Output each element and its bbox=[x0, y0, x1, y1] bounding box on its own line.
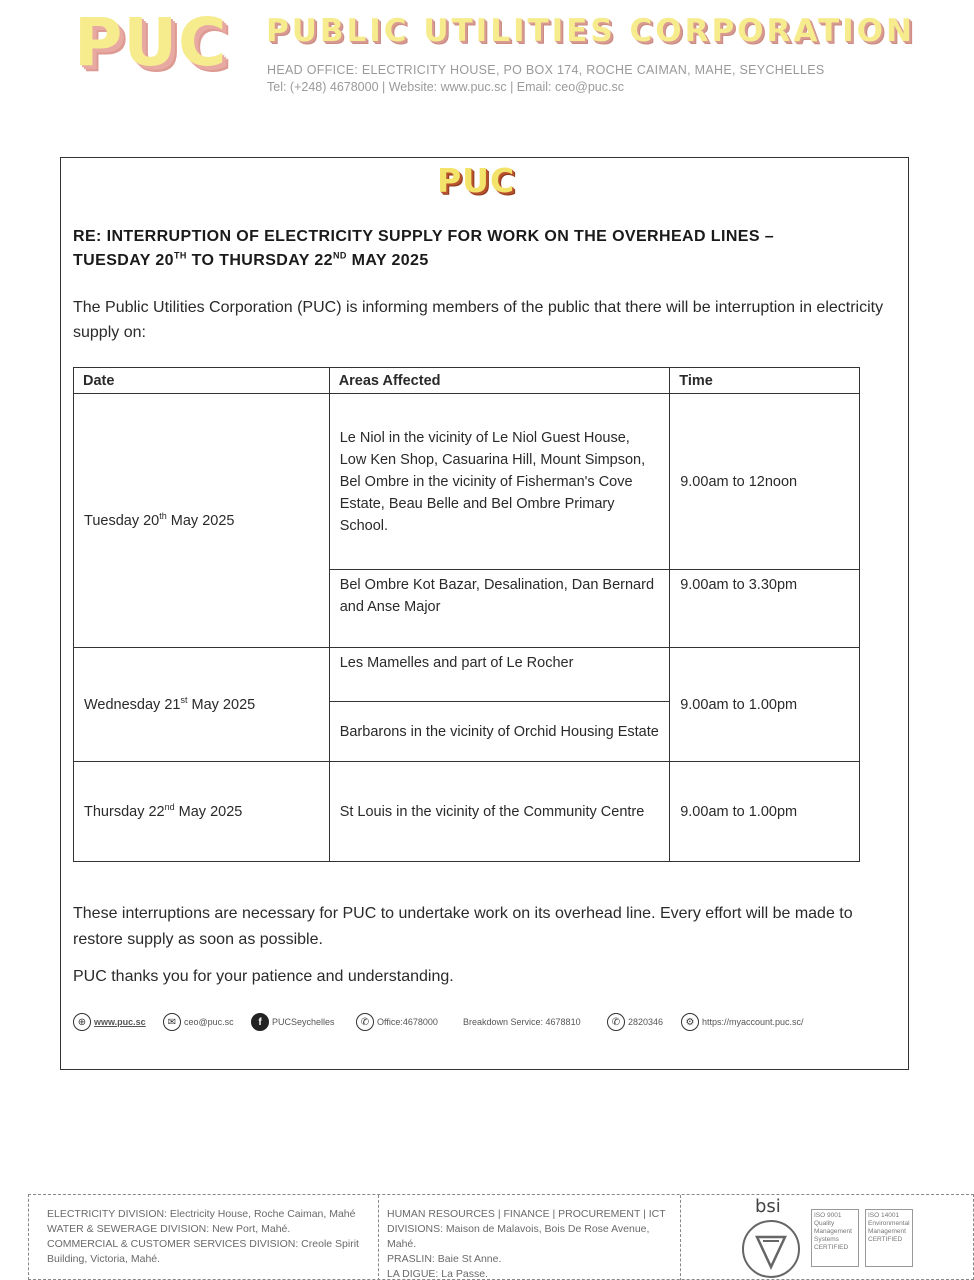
areas-cell: St Louis in the vicinity of the Community Centre bbox=[329, 762, 670, 862]
notice-box bbox=[60, 157, 909, 1070]
kitemark-icon bbox=[737, 1215, 807, 1280]
footer-divisions: ELECTRICITY DIVISION: Electricity House, Roche Caiman, Mahé WATER & SEWERAGE DIVISION: New Port, Mahé. COMMERCIAL & CUSTOMER SERVICES DIVISION: Creole Spirit Building, Victoria, Mahé. bbox=[29, 1195, 379, 1280]
table-header-row bbox=[74, 368, 860, 394]
areas-cell: Barbarons in the vicinity of Orchid Housing Estate bbox=[329, 702, 670, 762]
date-cell: Wednesday 21st May 2025 bbox=[74, 648, 330, 762]
table-row bbox=[74, 762, 860, 862]
notice-title bbox=[73, 225, 893, 273]
contact-strip bbox=[73, 1011, 903, 1033]
globe-icon: ⊕ bbox=[73, 1013, 91, 1031]
website-link[interactable]: ⊕ www.puc.sc bbox=[73, 1011, 146, 1033]
head-office-contact: Tel: (+248) 4678000 | Website: www.puc.sc | Email: ceo@puc.sc bbox=[267, 80, 624, 94]
footer-certifications bbox=[681, 1195, 974, 1280]
whatsapp-icon: ✆ bbox=[607, 1013, 625, 1031]
table-row bbox=[74, 394, 860, 570]
footer-offices: HUMAN RESOURCES | FINANCE | PROCUREMENT | ICT DIVISIONS: Maison de Malavois, Bois De Rose Avenue, Mahé. PRASLIN: Baie St Anne. LA DIGUE: La Passe. bbox=[379, 1195, 681, 1280]
breakdown-service: Breakdown Service: 4678810 bbox=[463, 1017, 581, 1027]
date-cell: Thursday 22nd May 2025 bbox=[74, 762, 330, 862]
time-cell: 9.00am to 1.00pm bbox=[670, 762, 860, 862]
areas-cell: Bel Ombre Kot Bazar, Desalination, Dan Bernard and Anse Major bbox=[329, 570, 670, 648]
mail-icon: ✉ bbox=[163, 1013, 181, 1031]
letterhead bbox=[70, 4, 915, 108]
table-row bbox=[74, 648, 860, 702]
iso-9001-badge: ISO 9001 Quality Management Systems CERTIFIED bbox=[811, 1209, 859, 1267]
puc-logo-small: PUC bbox=[437, 161, 516, 200]
interruption-schedule-table bbox=[73, 367, 860, 862]
intro-paragraph: The Public Utilities Corporation (PUC) is informing members of the public that there will be interruption in electricity supply on: bbox=[73, 299, 884, 341]
areas-cell: Les Mamelles and part of Le Rocher bbox=[329, 648, 670, 702]
corporation-name: PUBLIC UTILITIES CORPORATION bbox=[266, 13, 915, 49]
facebook-link[interactable]: f PUCSeychelles bbox=[251, 1011, 335, 1033]
account-icon: ⚙ bbox=[681, 1013, 699, 1031]
head-office-address: HEAD OFFICE: ELECTRICITY HOUSE, PO BOX 174, ROCHE CAIMAN, MAHE, SEYCHELLES bbox=[267, 63, 825, 77]
header-areas: Areas Affected bbox=[329, 368, 670, 394]
date-cell: Tuesday 20th May 2025 bbox=[74, 394, 330, 648]
whatsapp-number: ✆ 2820346 bbox=[607, 1011, 663, 1033]
header-date: Date bbox=[74, 368, 330, 394]
areas-cell: Le Niol in the vicinity of Le Niol Guest House, Low Ken Shop, Casuarina Hill, Mount Simpson, Bel Ombre in the vicinity of Fisherman's Cove Estate, Beau Belle and Bel Ombre Primary School. bbox=[329, 394, 670, 570]
title-line-1: RE: INTERRUPTION OF ELECTRICITY SUPPLY FOR WORK ON THE OVERHEAD LINES – bbox=[73, 228, 775, 245]
puc-logo: PUC bbox=[74, 4, 228, 81]
time-cell: 9.00am to 12noon bbox=[670, 394, 860, 570]
bsi-logo: bsi bbox=[737, 1199, 807, 1279]
iso-14001-badge: ISO 14001 Environmental Management CERTIFIED bbox=[865, 1209, 913, 1267]
footer bbox=[28, 1194, 974, 1280]
phone-icon: ✆ bbox=[356, 1013, 374, 1031]
facebook-icon: f bbox=[251, 1013, 269, 1031]
time-cell: 9.00am to 3.30pm bbox=[670, 570, 860, 648]
time-cell: 9.00am to 1.00pm bbox=[670, 648, 860, 762]
closing-paragraph: These interruptions are necessary for PUC to undertake work on its overhead line. Every effort will be made to restore supply as soon as possible. bbox=[73, 905, 853, 948]
email-link[interactable]: ✉ ceo@puc.sc bbox=[163, 1011, 234, 1033]
office-phone: ✆ Office:4678000 bbox=[356, 1011, 438, 1033]
myaccount-link[interactable]: ⚙ https://myaccount.puc.sc/ bbox=[681, 1011, 804, 1033]
thanks-paragraph: PUC thanks you for your patience and understanding. bbox=[73, 968, 454, 985]
header-time: Time bbox=[670, 368, 860, 394]
title-line-2: TUESDAY 20TH TO THURSDAY 22ND MAY 2025 bbox=[73, 250, 429, 269]
